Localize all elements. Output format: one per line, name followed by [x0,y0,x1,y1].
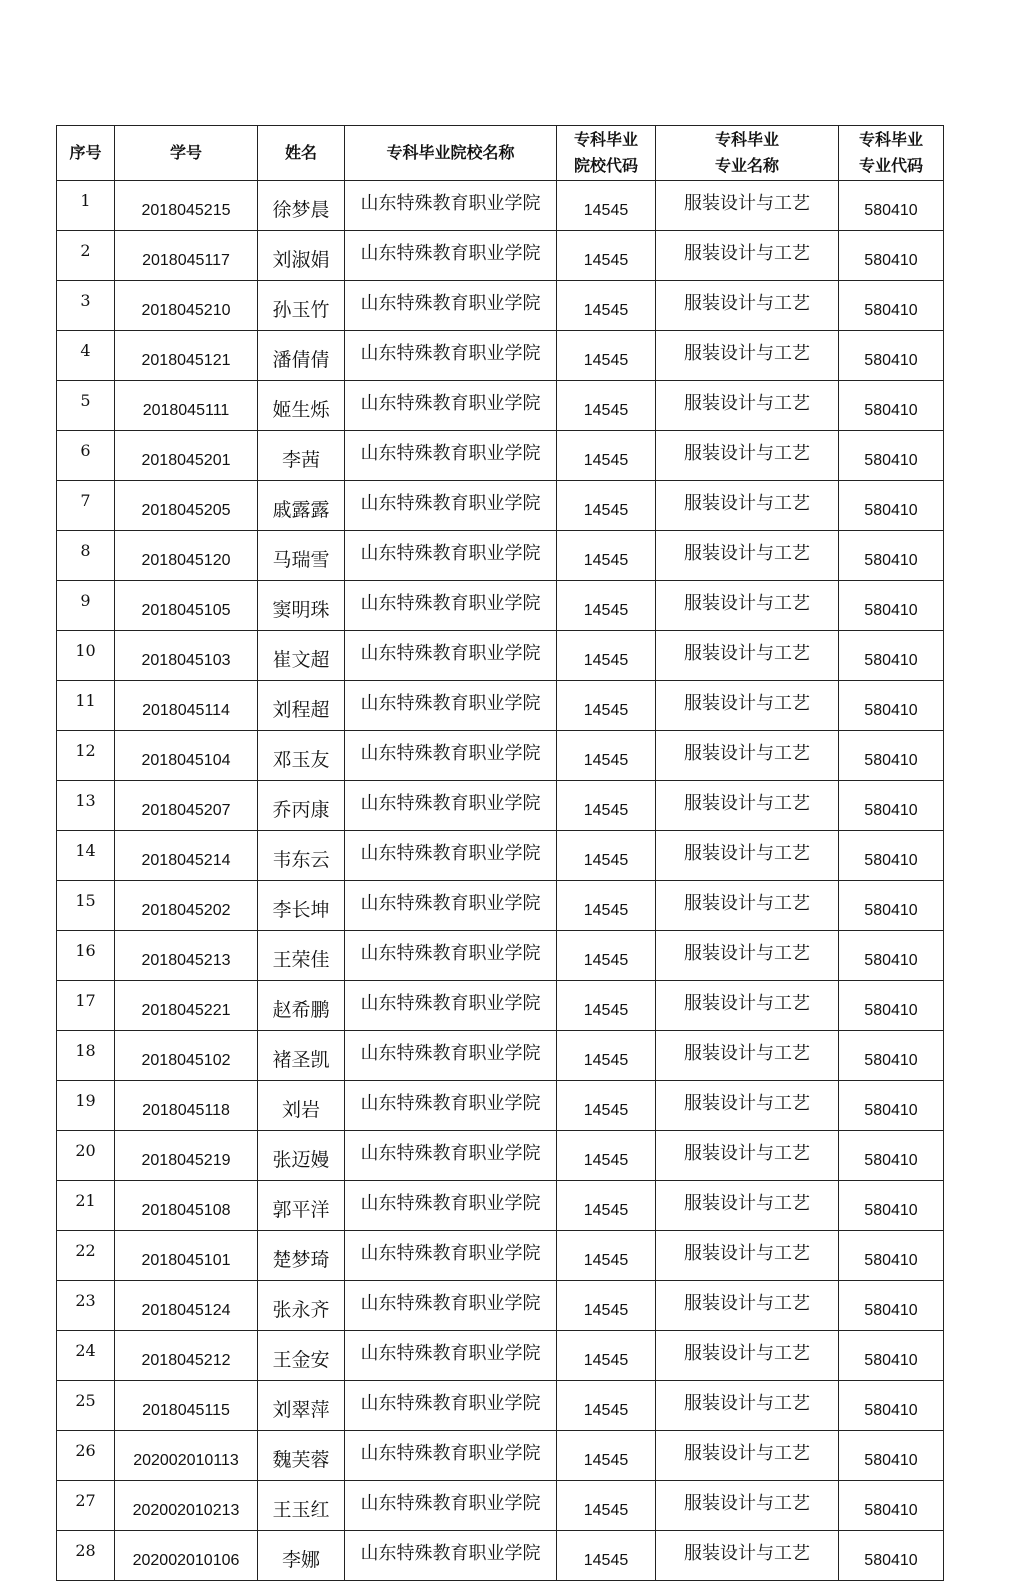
cell-school-code: 14545 [557,1431,656,1481]
cell-major-code: 580410 [839,1431,944,1481]
cell-seq: 6 [57,431,115,481]
table-row [57,531,944,581]
cell-seq: 24 [57,1331,115,1381]
cell-seq: 2 [57,231,115,281]
cell-student-id: 202002010213 [115,1481,258,1531]
cell-student-id: 2018045214 [115,831,258,881]
cell-school-code: 14545 [557,1031,656,1081]
cell-student-id: 2018045124 [115,1281,258,1331]
cell-major-code: 580410 [839,931,944,981]
table-row [57,481,944,531]
cell-school-code: 14545 [557,1481,656,1531]
cell-school-name: 山东特殊教育职业学院 [345,881,557,931]
cell-major-name: 服装设计与工艺 [656,1381,839,1431]
cell-student-id: 2018045210 [115,281,258,331]
table-row [57,831,944,881]
header-major-name-line1: 专科毕业 [714,130,779,149]
cell-school-code: 14545 [557,931,656,981]
table-body [57,181,944,1581]
cell-major-name: 服装设计与工艺 [656,1131,839,1181]
cell-school-code: 14545 [557,1231,656,1281]
cell-major-name: 服装设计与工艺 [656,681,839,731]
cell-school-name: 山东特殊教育职业学院 [345,931,557,981]
cell-school-code: 14545 [557,731,656,781]
cell-name: 张迈嫚 [258,1131,345,1181]
cell-seq: 7 [57,481,115,531]
cell-seq: 22 [57,1231,115,1281]
table-row [57,1231,944,1281]
table-row [57,631,944,681]
cell-seq: 25 [57,1381,115,1431]
cell-seq: 19 [57,1081,115,1131]
cell-major-name: 服装设计与工艺 [656,1181,839,1231]
table-row [57,331,944,381]
table-row [57,281,944,331]
table-row [57,1481,944,1531]
cell-school-name: 山东特殊教育职业学院 [345,981,557,1031]
header-major-code [839,126,944,181]
cell-school-name: 山东特殊教育职业学院 [345,531,557,581]
cell-student-id: 2018045213 [115,931,258,981]
table-row [57,1181,944,1231]
cell-school-code: 14545 [557,1531,656,1581]
cell-school-code: 14545 [557,881,656,931]
cell-seq: 9 [57,581,115,631]
cell-major-code: 580410 [839,381,944,431]
cell-major-code: 580410 [839,581,944,631]
cell-major-name: 服装设计与工艺 [656,331,839,381]
cell-school-code: 14545 [557,181,656,231]
cell-student-id: 2018045120 [115,531,258,581]
cell-student-id: 2018045111 [115,381,258,431]
header-school-code-line1: 专科毕业 [573,130,638,149]
cell-student-id: 2018045102 [115,1031,258,1081]
table-row [57,431,944,481]
cell-student-id: 2018045115 [115,1381,258,1431]
cell-major-name: 服装设计与工艺 [656,481,839,531]
cell-seq: 18 [57,1031,115,1081]
cell-school-code: 14545 [557,1081,656,1131]
table-row [57,1131,944,1181]
cell-major-name: 服装设计与工艺 [656,1031,839,1081]
cell-school-code: 14545 [557,631,656,681]
cell-major-code: 580410 [839,1531,944,1581]
cell-name: 邓玉友 [258,731,345,781]
cell-major-code: 580410 [839,1281,944,1331]
cell-major-name: 服装设计与工艺 [656,1331,839,1381]
cell-major-name: 服装设计与工艺 [656,531,839,581]
cell-seq: 8 [57,531,115,581]
cell-name: 姬生烁 [258,381,345,431]
cell-school-code: 14545 [557,1331,656,1381]
header-major-code-line2: 专业代码 [858,156,923,175]
header-student-id: 学号 [115,126,258,181]
cell-major-name: 服装设计与工艺 [656,631,839,681]
cell-student-id: 2018045201 [115,431,258,481]
cell-major-code: 580410 [839,481,944,531]
cell-school-name: 山东特殊教育职业学院 [345,731,557,781]
cell-seq: 27 [57,1481,115,1531]
cell-name: 刘翠萍 [258,1381,345,1431]
cell-seq: 17 [57,981,115,1031]
cell-major-code: 580410 [839,231,944,281]
table-row [57,1381,944,1431]
cell-school-name: 山东特殊教育职业学院 [345,481,557,531]
header-name: 姓名 [258,126,345,181]
cell-major-name: 服装设计与工艺 [656,1281,839,1331]
table-row [57,1331,944,1381]
cell-major-name: 服装设计与工艺 [656,381,839,431]
cell-name: 李茜 [258,431,345,481]
cell-seq: 23 [57,1281,115,1331]
cell-school-name: 山东特殊教育职业学院 [345,1081,557,1131]
cell-school-code: 14545 [557,781,656,831]
cell-name: 刘岩 [258,1081,345,1131]
student-roster-table [56,125,944,1581]
cell-school-code: 14545 [557,281,656,331]
table-row [57,881,944,931]
cell-major-name: 服装设计与工艺 [656,231,839,281]
cell-name: 楚梦琦 [258,1231,345,1281]
cell-seq: 3 [57,281,115,331]
cell-major-code: 580410 [839,631,944,681]
table-row [57,1081,944,1131]
cell-school-code: 14545 [557,431,656,481]
cell-major-name: 服装设计与工艺 [656,931,839,981]
cell-name: 褚圣凯 [258,1031,345,1081]
cell-major-code: 580410 [839,781,944,831]
table-row [57,1031,944,1081]
header-school-code-line2: 院校代码 [573,156,638,175]
cell-major-name: 服装设计与工艺 [656,1481,839,1531]
cell-seq: 1 [57,181,115,231]
cell-student-id: 2018045215 [115,181,258,231]
cell-major-name: 服装设计与工艺 [656,1231,839,1281]
cell-school-name: 山东特殊教育职业学院 [345,181,557,231]
header-school-name: 专科毕业院校名称 [345,126,557,181]
cell-student-id: 2018045207 [115,781,258,831]
cell-school-code: 14545 [557,981,656,1031]
cell-school-name: 山东特殊教育职业学院 [345,1131,557,1181]
cell-seq: 26 [57,1431,115,1481]
cell-seq: 5 [57,381,115,431]
cell-school-name: 山东特殊教育职业学院 [345,1481,557,1531]
cell-name: 王玉红 [258,1481,345,1531]
cell-school-name: 山东特殊教育职业学院 [345,581,557,631]
cell-major-name: 服装设计与工艺 [656,1531,839,1581]
cell-name: 赵希鹏 [258,981,345,1031]
cell-seq: 12 [57,731,115,781]
cell-major-code: 580410 [839,981,944,1031]
cell-school-code: 14545 [557,581,656,631]
cell-student-id: 202002010106 [115,1531,258,1581]
cell-school-name: 山东特殊教育职业学院 [345,1531,557,1581]
cell-major-name: 服装设计与工艺 [656,781,839,831]
cell-major-code: 580410 [839,1381,944,1431]
cell-school-code: 14545 [557,1381,656,1431]
cell-major-code: 580410 [839,1331,944,1381]
cell-school-code: 14545 [557,481,656,531]
cell-major-name: 服装设计与工艺 [656,431,839,481]
table-row [57,731,944,781]
table-row [57,1531,944,1581]
cell-seq: 11 [57,681,115,731]
header-seq: 序号 [57,126,115,181]
cell-school-name: 山东特殊教育职业学院 [345,331,557,381]
cell-seq: 28 [57,1531,115,1581]
cell-name: 乔丙康 [258,781,345,831]
cell-name: 魏芙蓉 [258,1431,345,1481]
cell-name: 郭平洋 [258,1181,345,1231]
table-row [57,181,944,231]
cell-school-code: 14545 [557,231,656,281]
cell-school-name: 山东特殊教育职业学院 [345,1381,557,1431]
cell-major-name: 服装设计与工艺 [656,831,839,881]
table-row [57,981,944,1031]
cell-major-code: 580410 [839,1231,944,1281]
table-row [57,1281,944,1331]
cell-student-id: 2018045104 [115,731,258,781]
cell-major-code: 580410 [839,1181,944,1231]
cell-name: 王金安 [258,1331,345,1381]
cell-student-id: 2018045219 [115,1131,258,1181]
cell-name: 马瑞雪 [258,531,345,581]
cell-student-id: 2018045205 [115,481,258,531]
table-row [57,231,944,281]
cell-major-code: 580410 [839,181,944,231]
cell-name: 李娜 [258,1531,345,1581]
cell-major-name: 服装设计与工艺 [656,181,839,231]
cell-school-code: 14545 [557,531,656,581]
cell-school-name: 山东特殊教育职业学院 [345,781,557,831]
cell-student-id: 2018045105 [115,581,258,631]
cell-major-code: 580410 [839,681,944,731]
cell-major-code: 580410 [839,881,944,931]
cell-name: 戚露露 [258,481,345,531]
cell-name: 窦明珠 [258,581,345,631]
cell-major-name: 服装设计与工艺 [656,581,839,631]
cell-school-code: 14545 [557,831,656,881]
cell-major-code: 580410 [839,1031,944,1081]
header-major-name [656,126,839,181]
cell-school-name: 山东特殊教育职业学院 [345,1331,557,1381]
cell-name: 韦东云 [258,831,345,881]
cell-seq: 14 [57,831,115,881]
cell-school-name: 山东特殊教育职业学院 [345,281,557,331]
cell-name: 刘淑娟 [258,231,345,281]
cell-major-code: 580410 [839,1481,944,1531]
cell-name: 孙玉竹 [258,281,345,331]
cell-seq: 16 [57,931,115,981]
cell-school-name: 山东特殊教育职业学院 [345,231,557,281]
cell-student-id: 2018045212 [115,1331,258,1381]
table-row [57,581,944,631]
cell-school-name: 山东特殊教育职业学院 [345,1281,557,1331]
cell-student-id: 2018045118 [115,1081,258,1131]
cell-name: 张永齐 [258,1281,345,1331]
header-school-code [557,126,656,181]
cell-major-code: 580410 [839,331,944,381]
cell-name: 王荣佳 [258,931,345,981]
cell-school-code: 14545 [557,381,656,431]
header-row [57,126,944,181]
cell-major-name: 服装设计与工艺 [656,1081,839,1131]
table-row [57,781,944,831]
cell-major-code: 580410 [839,1131,944,1181]
cell-student-id: 2018045221 [115,981,258,1031]
cell-major-code: 580410 [839,531,944,581]
cell-seq: 15 [57,881,115,931]
cell-seq: 20 [57,1131,115,1181]
cell-school-name: 山东特殊教育职业学院 [345,381,557,431]
cell-major-code: 580410 [839,281,944,331]
cell-school-name: 山东特殊教育职业学院 [345,431,557,481]
cell-seq: 10 [57,631,115,681]
cell-student-id: 2018045121 [115,331,258,381]
cell-school-name: 山东特殊教育职业学院 [345,681,557,731]
table-header [57,126,944,181]
cell-seq: 13 [57,781,115,831]
cell-school-name: 山东特殊教育职业学院 [345,631,557,681]
cell-major-code: 580410 [839,831,944,881]
cell-school-name: 山东特殊教育职业学院 [345,1231,557,1281]
header-major-name-line2: 专业名称 [714,156,779,175]
cell-major-name: 服装设计与工艺 [656,981,839,1031]
cell-major-name: 服装设计与工艺 [656,281,839,331]
cell-name: 潘倩倩 [258,331,345,381]
cell-school-code: 14545 [557,1181,656,1231]
cell-school-code: 14545 [557,1281,656,1331]
cell-school-code: 14545 [557,681,656,731]
cell-major-code: 580410 [839,431,944,481]
cell-major-name: 服装设计与工艺 [656,1431,839,1481]
cell-student-id: 2018045101 [115,1231,258,1281]
cell-student-id: 2018045114 [115,681,258,731]
cell-major-code: 580410 [839,731,944,781]
cell-school-name: 山东特殊教育职业学院 [345,1181,557,1231]
cell-major-name: 服装设计与工艺 [656,881,839,931]
cell-school-name: 山东特殊教育职业学院 [345,1431,557,1481]
cell-student-id: 2018045108 [115,1181,258,1231]
cell-student-id: 2018045202 [115,881,258,931]
cell-school-code: 14545 [557,1131,656,1181]
cell-major-code: 580410 [839,1081,944,1131]
cell-school-name: 山东特殊教育职业学院 [345,831,557,881]
table-row [57,681,944,731]
cell-name: 刘程超 [258,681,345,731]
cell-name: 崔文超 [258,631,345,681]
table-row [57,1431,944,1481]
cell-student-id: 2018045117 [115,231,258,281]
cell-school-name: 山东特殊教育职业学院 [345,1031,557,1081]
table-row [57,931,944,981]
cell-student-id: 202002010113 [115,1431,258,1481]
cell-student-id: 2018045103 [115,631,258,681]
table-row [57,381,944,431]
header-major-code-line1: 专科毕业 [858,130,923,149]
cell-major-name: 服装设计与工艺 [656,731,839,781]
cell-name: 李长坤 [258,881,345,931]
cell-name: 徐梦晨 [258,181,345,231]
cell-seq: 21 [57,1181,115,1231]
cell-school-code: 14545 [557,331,656,381]
cell-seq: 4 [57,331,115,381]
